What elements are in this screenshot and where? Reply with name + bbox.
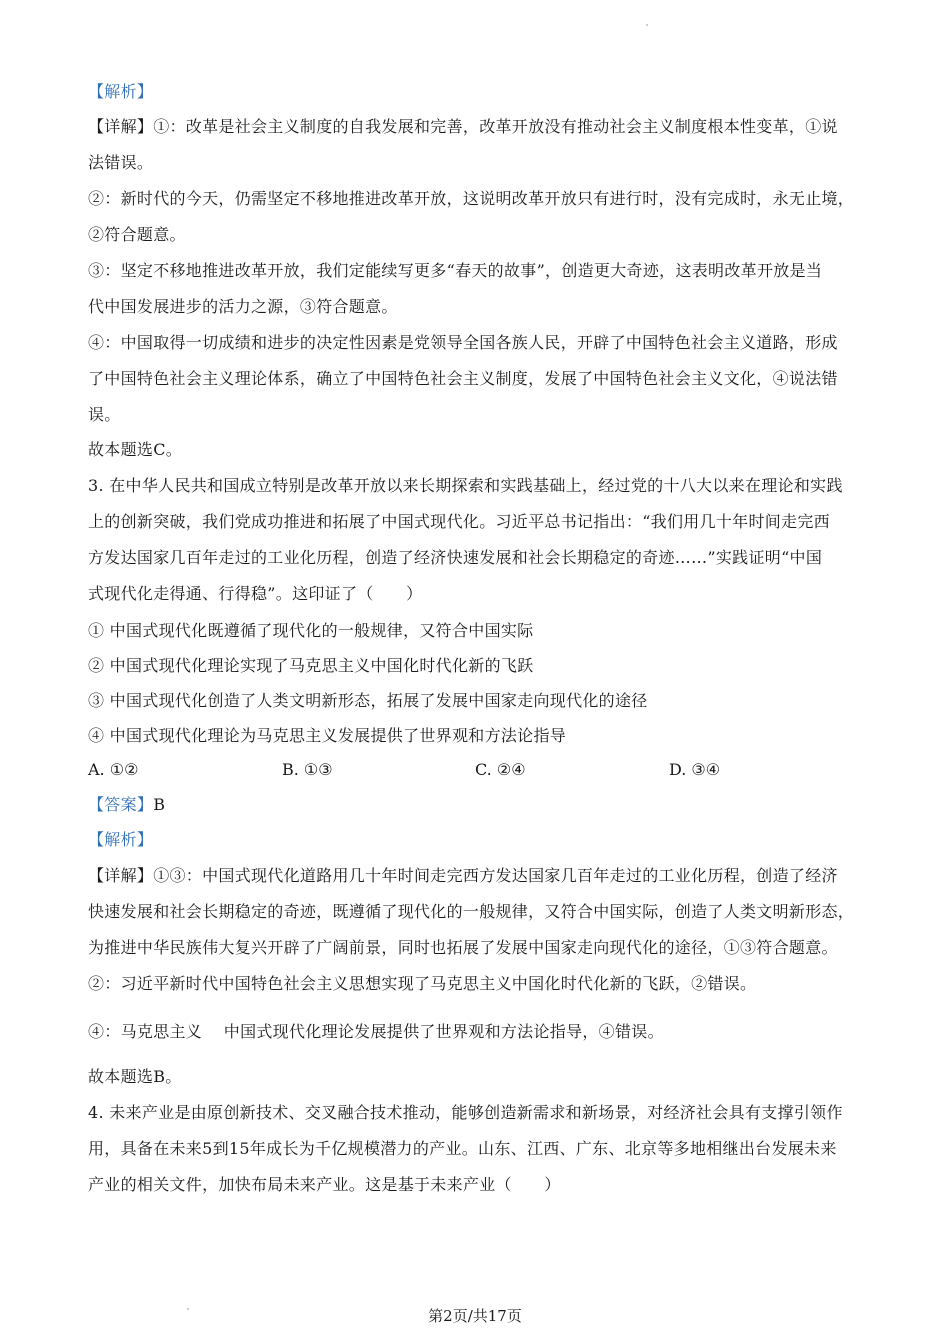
option-b: B. ①③ (282, 760, 333, 779)
detail-line: 误。 (88, 405, 121, 424)
detail-line: ③：坚定不移地推进改革开放，我们定能续写更多“春天的故事”，创造更大奇迹，这表明改革开放是当 (88, 261, 823, 280)
option-c: C. ②④ (475, 760, 526, 779)
detail-label: 【详解】 (88, 866, 154, 885)
question-stem: 上的创新突破，我们党成功推进和拓展了中国式现代化。习近平总书记指出：“我们用几十年时间走完西 (88, 512, 830, 531)
detail-line: ②符合题意。 (88, 225, 186, 244)
detail-line: 为推进中华民族伟大复兴开辟了广阔前景，同时也拓展了发展中国家走向现代化的途径，①③符合题意。 (88, 938, 838, 957)
detail-line: 快速发展和社会长期稳定的奇迹，既遵循了现代化的一般规律，又符合中国实际，创造了人类文明新形态， (88, 902, 855, 921)
detail-line: ②：新时代的今天，仍需坚定不移地推进改革开放，这说明改革开放只有进行时，没有完成时，永无止境， (88, 189, 855, 208)
detail-line: 法错误。 (88, 153, 154, 172)
detail-line: ④：中国取得一切成绩和进步的决定性因素是党领导全国各族人民，开辟了中国特色社会主义道路，形成 (88, 333, 838, 352)
page-number: 第2页/共17页 (428, 1307, 522, 1325)
statement-3: ③ 中国式现代化创造了人类文明新形态，拓展了发展中国家走向现代化的途径 (88, 691, 648, 710)
answer-value: B (153, 795, 166, 814)
question-stem: 产业的相关文件，加快布局未来产业。这是基于未来产业（ ） (88, 1175, 561, 1194)
conclusion-line: 故本题选C。 (88, 440, 183, 459)
detail-line (88, 117, 838, 137)
detail-line: 代中国发展进步的活力之源，③符合题意。 (88, 297, 398, 316)
detail-line: ②：习近平新时代中国特色社会主义思想实现了马克思主义中国化时代化新的飞跃，②错误。 (88, 974, 757, 993)
analysis-label: 【解析】 (88, 82, 154, 101)
question-stem: 3. 在中华人民共和国成立特别是改革开放以来长期探索和实践基础上，经过党的十八大以来在理论和实践 (88, 476, 843, 495)
statement-4: ④ 中国式现代化理论为马克思主义发展提供了世界观和方法论指导 (88, 726, 567, 745)
scan-dot (646, 24, 648, 26)
question-stem: 方发达国家几百年走过的工业化历程，创造了经济快速发展和社会长期稳定的奇迹……”实践证明“中国 (88, 548, 823, 567)
detail-label: 【详解】 (88, 117, 154, 136)
answer-line (88, 795, 165, 815)
question-stem: 4. 未来产业是由原创新技术、交叉融合技术推动，能够创造新需求和新场景，对经济社会具有支撑引领作 (88, 1103, 843, 1122)
detail-line (88, 866, 838, 886)
detail-line: 了中国特色社会主义理论体系，确立了中国特色社会主义制度，发展了中国特色社会主义文化，④说法错 (88, 369, 838, 388)
question-stem: 用，具备在未来5到15年成长为千亿规模潜力的产业。山东、江西、广东、北京等多地相继出台发展未来 (88, 1139, 837, 1158)
statement-1: ① 中国式现代化既遵循了现代化的一般规律，又符合中国实际 (88, 621, 534, 640)
conclusion-line: 故本题选B。 (88, 1067, 182, 1086)
detail-text: ①：改革是社会主义制度的自我发展和完善，改革开放没有推动社会主义制度根本性变革，①说 (153, 117, 838, 136)
analysis-label: 【解析】 (88, 830, 154, 849)
detail-text: ①③：中国式现代化道路用几十年时间走完西方发达国家几百年走过的工业化历程，创造了经济 (153, 866, 838, 885)
answer-label: 【答案】 (88, 795, 154, 814)
statement-2: ② 中国式现代化理论实现了马克思主义中国化时代化新的飞跃 (88, 656, 534, 675)
detail-line: ④：马克思主义 中国式现代化理论发展提供了世界观和方法论指导，④错误。 (88, 1022, 664, 1041)
option-d: D. ③④ (669, 760, 721, 779)
option-a: A. ①② (88, 760, 139, 779)
question-stem: 式现代化走得通、行得稳”。这印证了（ ） (88, 584, 423, 603)
